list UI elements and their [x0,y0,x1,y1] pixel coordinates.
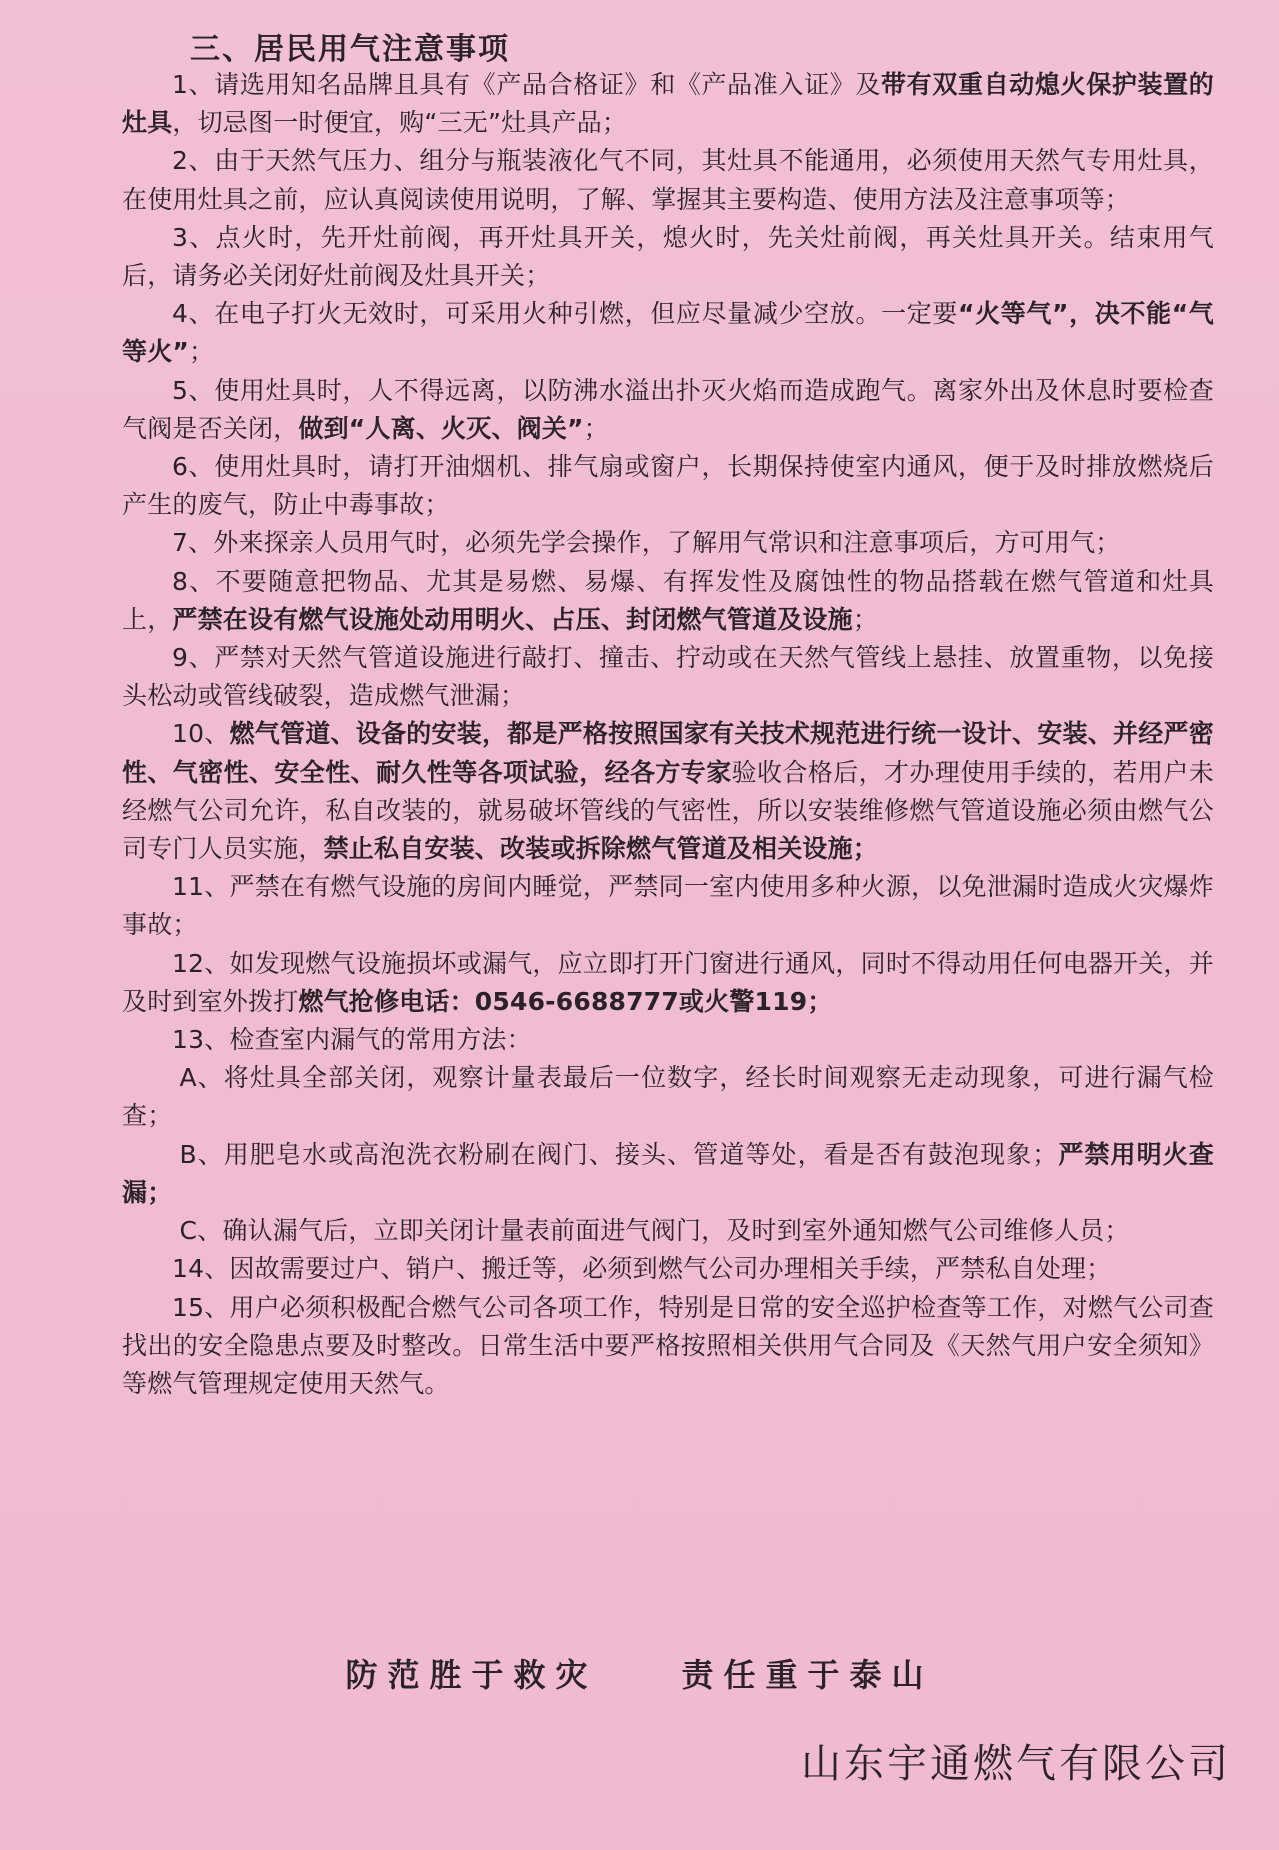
emphasis-text: 燃气抢修电话：0546-6688777或火警119； [298,986,833,1016]
notice-item-6 [122,448,1214,524]
item-text: A、将灶具全部关闭，观察计量表最后一位数字，经长时间观察无走动现象，可进行漏气检查； [122,1063,1214,1131]
item-text: C、确认漏气后，立即关闭计量表前面进气阀门，及时到室外通知燃气公司维修人员； [179,1216,1130,1246]
notice-item-12 [122,945,1214,1021]
item-text: 6、使用灶具时，请打开油烟机、排气扇或窗户，长期保持使室内通风，便于及时排放燃烧后产生的废气，防止中毒事故； [122,452,1214,520]
item-text: 9、严禁对天然气管道设施进行敲打、撞击、拧动或在天然气管线上悬挂、放置重物，以免接头松动或管线破裂，造成燃气泄漏； [122,643,1214,711]
notice-item-13 [122,1021,1214,1059]
item-text: 1、请选用知名品牌且具有《产品合格证》和《产品准入证》及 [172,70,882,99]
notice-item-8 [122,563,1214,639]
item-text: 4、在电子打火无效时，可采用火种引燃，但应尽量减少空放。一定要 [172,299,959,329]
item-text: 验收合格后，才办理使用手续的，若用户未经燃气公司允许，私自改装的，就易破坏管线的气密性，所以安装维修燃气管道设施必须由燃气公司专门人员实施， [122,757,1214,864]
item-text: ； [852,604,879,634]
notice-item-15 [122,1289,1214,1404]
item-text: ，切忌图一时便宜，购“三无”灶具产品； [172,108,628,138]
notice-items [122,66,1214,1403]
notice-item-5 [122,372,1214,448]
item-text: 15、用户必须积极配合燃气公司各项工作，特别是日常的安全巡护检查等工作，对燃气公司查找出的安全隐患点要及时整改。日常生活中要严格按照相关供用气合同及《天然气用户安全须知》等燃气管理规定使用天然气。 [122,1292,1214,1398]
emphasis-text: 带有双重自动熄火保护装置的灶具 [122,70,1214,138]
item-text: 11、严禁在有燃气设施的房间内睡觉，严禁同一室内使用多种火源，以免泄漏时造成火灾爆炸事故； [122,872,1214,940]
notice-item-11 [122,868,1214,944]
notice-item-7 [122,524,1214,562]
item-text: 14、因故需要过户、销户、搬迁等，必须到燃气公司办理相关手续，严禁私自处理； [172,1254,1112,1284]
item-text: ； [583,413,609,443]
notice-item-4 [122,295,1214,371]
item-text: 12、如发现燃气设施损坏或漏气，应立即打开门窗进行通风，同时不得动用任何电器开关，并及时到室外拨打 [122,948,1214,1016]
item-text: 8、不要随意把物品、尤其是易燃、易爆、有挥发性及腐蚀性的物品搭载在燃气管道和灶具上， [122,566,1214,634]
notice-item-13A [122,1059,1214,1135]
emphasis-text: 燃气管道、设备的安装，都是严格按照国家有关技术规范进行统一设计、安装、并经严密性、气密性、安全性、耐久性等各项试验，经各方专家 [122,719,1214,787]
notice-item-13C [122,1212,1214,1250]
notice-item-3 [122,219,1214,295]
notice-item-2 [122,142,1214,218]
emphasis-text: 做到“人离、火灭、阀关” [298,413,584,443]
item-text: 13、检查室内漏气的常用方法： [172,1025,532,1055]
notice-item-1 [122,66,1214,142]
item-text: 3、点火时，先开灶前阀，再开灶具开关，熄火时，先关灶前阀，再关灶具开关。结束用气后，请务必关闭好灶前阀及灶具开关； [122,222,1214,291]
item-text: B、用肥皂水或高泡洗衣粉刷在阀门、接头、管道等处，看是否有鼓泡现象； [179,1139,1058,1169]
item-text: 5、使用灶具时，人不得远离，以防沸水溢出扑灭火焰而造成跑气。离家外出及休息时要检查气阀是否关闭， [122,375,1214,443]
item-text: 2、由于天然气压力、组分与瓶装液化气不同，其灶具不能通用，必须使用天然气专用灶具，在使用灶具之前，应认真阅读使用说明，了解、掌握其主要构造、使用方法及注意事项等； [122,146,1214,214]
company-name: 山东宇通燃气有限公司 [801,1741,1231,1787]
item-text: 7、外来探亲人员用气时，必须先学会操作，了解用气常识和注意事项后，方可用气； [172,528,1121,558]
notice-item-14 [122,1250,1214,1288]
section-title: 三、居民用气注意事项 [190,32,510,67]
item-text: 10、 [172,719,230,749]
emphasis-text: “火等气”，决不能“气等火” [122,299,1214,367]
safety-slogan: 防范胜于救灾 责任重于泰山 [345,1656,934,1694]
notice-item-13B [122,1136,1214,1212]
item-text: ； [189,337,215,367]
emphasis-text: 严禁用明火查漏； [122,1139,1214,1207]
notice-item-9 [122,639,1214,715]
notice-item-10 [122,715,1214,868]
emphasis-text: 禁止私自安装、改装或拆除燃气管道及相关设施； [323,834,879,864]
emphasis-text: 严禁在设有燃气设施处动用明火、占压、封闭燃气管道及设施 [172,604,853,634]
